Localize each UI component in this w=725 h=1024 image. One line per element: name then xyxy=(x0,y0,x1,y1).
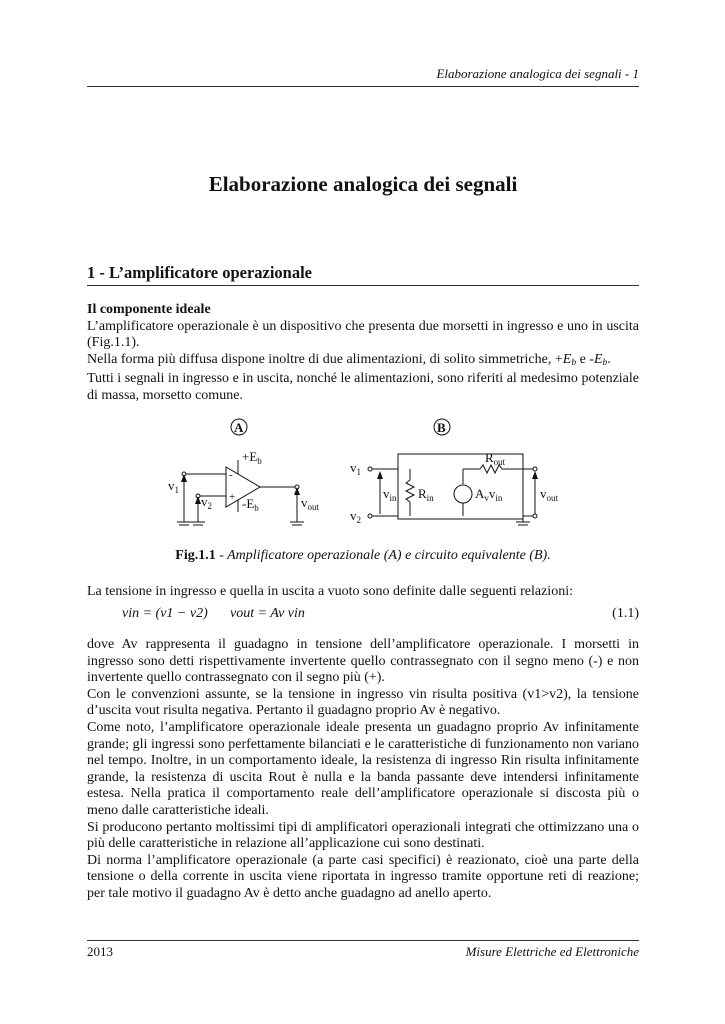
body-paragraph-2: Con le convenzioni assunte, se la tensione in ingresso vin risulta positiva (v1>v2), la tensione d’uscita vout risulta negativa. Pertanto il guadagno proprio Av è negativo. xyxy=(87,686,639,719)
body-paragraph-1: dove Av rappresenta il guadagno in tensione dell’amplificatore operazionale. I morsetti in ingresso sono detti rispettivamente invertente quello contrassegnato con il segno meno (-) e non invertente quello contrassegnato con il segno più (+). xyxy=(87,637,639,686)
equation-vin: vin = (v1 − v2) xyxy=(122,606,208,621)
figure-label-b: B xyxy=(437,420,446,435)
rout-label: $R_{out}$ xyxy=(485,450,506,467)
footer-year: 2013 xyxy=(87,944,113,959)
source-av-vin-label: $A_vv_{in}$ xyxy=(475,486,503,503)
intro-paragraph-1: L’amplificatore operazionale è un dispositivo che presenta due morsetti in ingresso e uno in uscita (Fig.1.1). xyxy=(87,318,639,351)
supply-positive-label: $+E_b$ xyxy=(242,449,262,466)
running-header: Elaborazione analogica dei segnali - 1 xyxy=(87,66,639,87)
intro-paragraph-2: Nella forma più diffusa dispone inoltre di due alimentazioni, di solito simmetriche, $+E_b$ e $-E_b$. xyxy=(87,351,611,368)
supply-negative-label: $-E_b$ xyxy=(242,496,259,513)
vout-equivalent-label: $v_{out}$ xyxy=(540,486,559,503)
input-v1-label: $v_1$ xyxy=(168,478,179,495)
intro-paragraph-3: Tutti i segnali in ingresso e in uscita, nonché le alimentazioni, sono riferiti al medesimo potenziale di massa, morsetto comune. xyxy=(87,371,639,403)
terminal-v1-label: $v_1$ xyxy=(350,460,361,477)
equation-vout: vout = Av vin xyxy=(230,606,305,621)
rin-resistor xyxy=(406,480,414,502)
output-vout-label: $v_{out}$ xyxy=(301,495,320,512)
opamp-minus-sign: - xyxy=(229,469,233,481)
caption-text: - Amplificatore operazionale (A) e circuito equivalente (B). xyxy=(215,548,551,563)
subheading-ideal-component: Il componente ideale xyxy=(87,302,211,317)
body-paragraph-4: Si producono pertanto moltissimi tipi di amplificatori operazionali integrati che ottimizzano una o più delle caratteristiche in relazione all’applicazione cui sono destinati. xyxy=(87,819,639,852)
running-footer xyxy=(87,940,639,960)
figure-opamp-circuit xyxy=(160,412,580,532)
figure-label-a: A xyxy=(234,420,244,435)
equation-number: (1.1) xyxy=(612,606,639,621)
document-title: Elaborazione analogica dei segnali xyxy=(208,172,518,196)
footer-book-title: Misure Elettriche ed Elettroniche xyxy=(465,944,639,959)
relations-intro: La tensione in ingresso e quella in uscita a vuoto sono definite dalle seguenti relazioni: xyxy=(87,584,573,599)
rin-label: $R_{in}$ xyxy=(418,486,434,503)
dependent-source-circle xyxy=(454,485,472,503)
body-paragraph-3: Come noto, l’amplificatore operazionale ideale presenta un guadagno proprio Av infinitamente grande; gli ingressi sono perfettamente bilanciati e le caratteristiche di funzionamento non variano nel tempo. Inoltre, in un comportamento ideale, la resistenza di ingresso Rin risulta infinitamente grande, la resistenza di uscita Rout è nulla e la banda passante deve intendersi infinitamente estesa. Nella pratica il comportamento reale dell’amplificatore operazionale si discosta più o meno dalle caratteristiche ideali. xyxy=(87,719,639,818)
caption-label: Fig.1.1 xyxy=(175,548,216,563)
opamp-plus-sign: + xyxy=(229,491,236,503)
terminal-v2-label: $v_2$ xyxy=(350,508,361,525)
input-v2-label: $v_2$ xyxy=(201,494,212,511)
body-paragraph-5: Di norma l’amplificatore operazionale (a parte casi specifici) è reazionato, cioè una parte della tensione o della corrente in uscita viene riportata in ingresso tramite opportune reti di reazione; per tale motivo il guadagno Av è detto anche guadagno ad anello aperto. xyxy=(87,852,639,901)
figure-caption xyxy=(87,548,639,564)
section-heading: 1 - L’amplificatore operazionale xyxy=(87,263,639,286)
intro-block xyxy=(87,302,639,405)
vin-label: $v_{in}$ xyxy=(383,486,397,503)
equation-1-1 xyxy=(87,606,639,624)
body-text xyxy=(87,637,639,903)
